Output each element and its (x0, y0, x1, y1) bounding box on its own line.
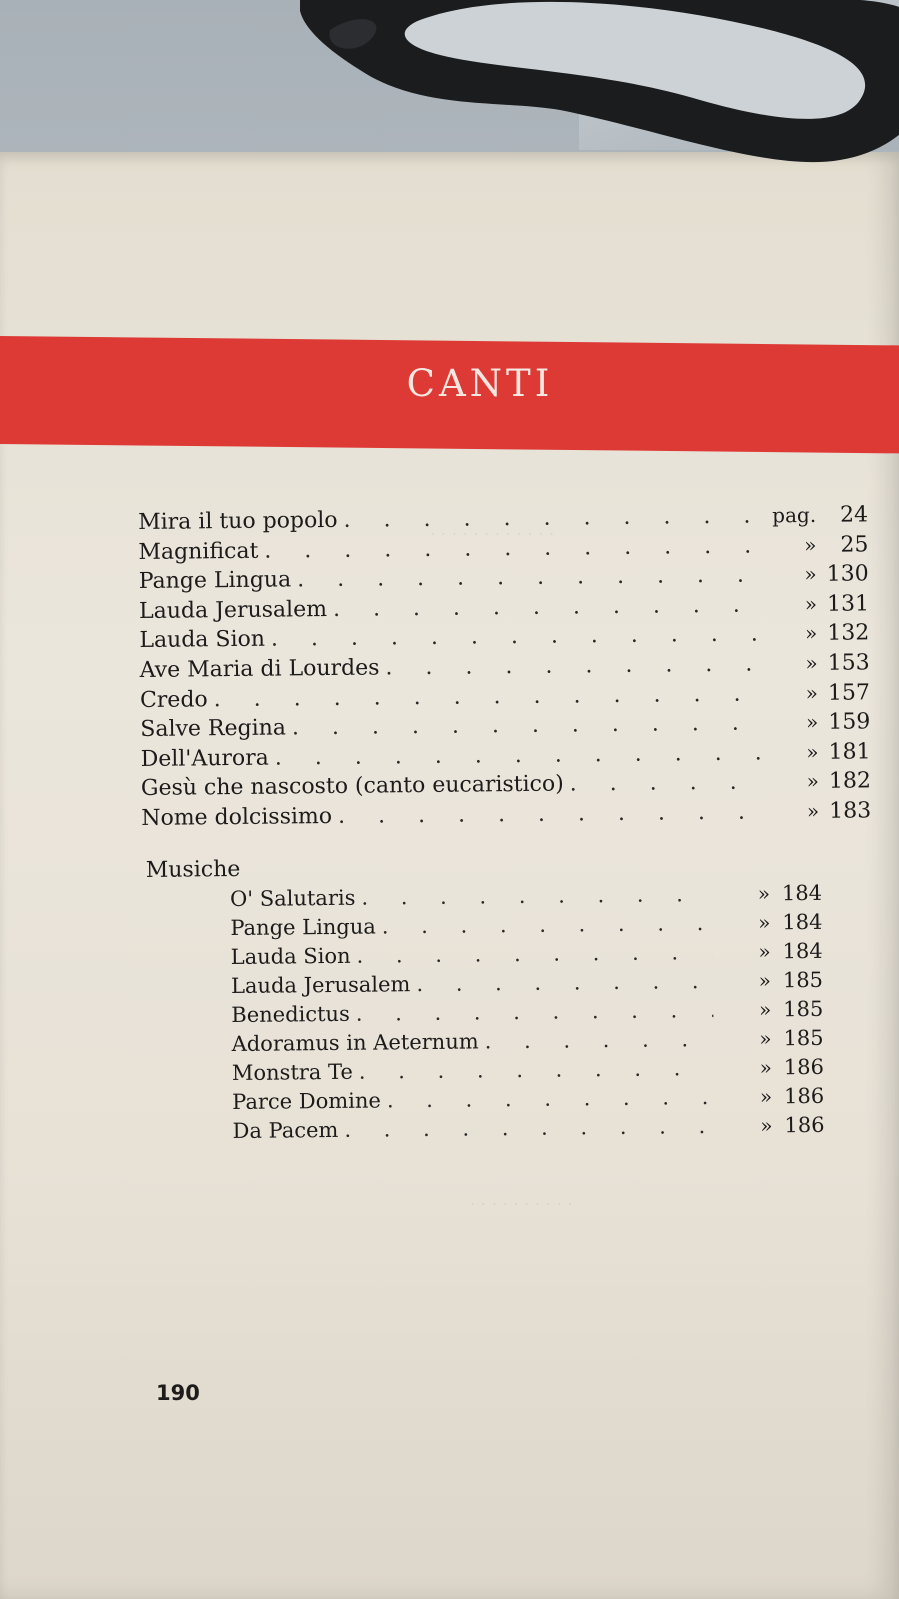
entry-page-number: 184 (781, 880, 823, 905)
toc-entry (141, 796, 871, 833)
dot-leader (356, 938, 712, 971)
entry-page-prefix: » (806, 798, 820, 823)
dot-leader (297, 561, 759, 595)
entry-page-prefix: » (806, 739, 819, 764)
entry-page-prefix: » (806, 769, 820, 794)
entry-page-number: 181 (828, 739, 871, 765)
entry-title: Pange Lingua (230, 914, 376, 940)
entry-page-prefix: pag. (772, 502, 817, 528)
entry-page-number: 182 (828, 768, 872, 795)
entry-page-number: 185 (782, 967, 824, 992)
entry-title: Mira il tuo popolo (138, 507, 338, 535)
entry-title: Lauda Jerusalem (230, 971, 411, 998)
entry-page-number: 130 (826, 561, 869, 587)
entry-page-prefix: » (759, 1025, 772, 1051)
entry-page-number: 131 (826, 591, 870, 617)
entry-title: Da Pacem (232, 1117, 339, 1143)
entry-title: Benedictus (231, 1001, 350, 1027)
toc-entry (232, 1110, 824, 1145)
dot-leader (570, 768, 761, 800)
section-title: CANTI (406, 362, 554, 405)
dot-leader (385, 649, 759, 683)
entry-page-prefix: » (759, 1054, 773, 1080)
entry-page-number: 186 (783, 1054, 825, 1079)
dot-leader (292, 709, 761, 743)
entry-page-number: 157 (827, 679, 871, 706)
show-through-text: . . . . . . . . . . (470, 1190, 573, 1210)
entry-title: O' Salutaris (229, 885, 356, 911)
entry-title: Pange Lingua (138, 567, 292, 595)
entry-title: Ave Maria di Lourdes (139, 655, 380, 683)
entry-page-prefix: » (760, 1112, 773, 1138)
entry-page-prefix: » (758, 996, 772, 1022)
entry-page-number: 159 (828, 709, 871, 735)
entry-title: Parce Domine (232, 1088, 382, 1114)
entry-page-number: 25 (840, 531, 869, 558)
entry-page-number: 186 (783, 1083, 825, 1108)
entry-page-number: 183 (829, 798, 872, 824)
entry-page-prefix: » (758, 938, 771, 964)
entry-title: Lauda Sion (230, 943, 351, 969)
show-through-text: . . . . . . . . . . . . (430, 520, 555, 540)
entry-page-prefix: » (804, 562, 817, 587)
dot-leader (359, 1054, 714, 1087)
entry-title: Magnificat (138, 538, 259, 565)
entry-title: Monstra Te (231, 1059, 353, 1085)
entry-title: Gesù che nascosto (canto eucaristico) (140, 771, 564, 802)
entry-page-number: 153 (827, 650, 870, 676)
entry-page-prefix: » (757, 909, 771, 935)
entry-page-number: 132 (827, 620, 870, 647)
dot-leader (356, 996, 714, 1029)
dot-leader (485, 1025, 714, 1056)
entry-page-prefix: » (758, 967, 772, 993)
entry-title: Lauda Jerusalem (138, 596, 328, 624)
musiche-heading: Musiche (145, 856, 241, 883)
entry-page-number: 186 (784, 1112, 825, 1137)
entry-page-prefix: » (805, 680, 819, 705)
dot-leader (361, 880, 712, 913)
entry-page-prefix: » (804, 621, 818, 646)
toc-main-list (138, 500, 871, 833)
entry-title: Nome dolcissimo (141, 803, 333, 831)
entry-title: Dell'Aurora (140, 745, 269, 772)
entry-page-number: 185 (783, 1025, 824, 1050)
toc-musiche-list (142, 878, 875, 1147)
entry-title: Salve Regina (140, 715, 287, 743)
entry-page-number: 185 (783, 996, 824, 1021)
entry-title: Adoramus in Aeternum (231, 1028, 479, 1056)
entry-page-number: 24 (839, 502, 869, 528)
entry-page-prefix: » (804, 591, 818, 616)
entry-page-prefix: » (804, 532, 817, 557)
entry-page-prefix: » (805, 710, 819, 735)
entry-title: Credo (139, 686, 208, 713)
dot-leader (344, 1112, 714, 1145)
entry-page-prefix: » (805, 650, 818, 675)
dot-leader (338, 797, 761, 831)
entry-title: Lauda Sion (139, 627, 266, 654)
entry-page-number: 184 (782, 938, 823, 963)
page-number: 190 (156, 1381, 200, 1405)
dot-leader (343, 502, 758, 536)
binder-clip-icon (300, 0, 899, 190)
dot-leader (416, 967, 713, 999)
dot-leader (333, 590, 759, 624)
table-of-contents (138, 500, 875, 1146)
dot-leader (382, 909, 713, 941)
entry-page-number: 184 (782, 909, 823, 934)
dot-leader (387, 1083, 715, 1115)
entry-page-prefix: » (757, 880, 771, 906)
entry-page-prefix: » (759, 1083, 773, 1109)
